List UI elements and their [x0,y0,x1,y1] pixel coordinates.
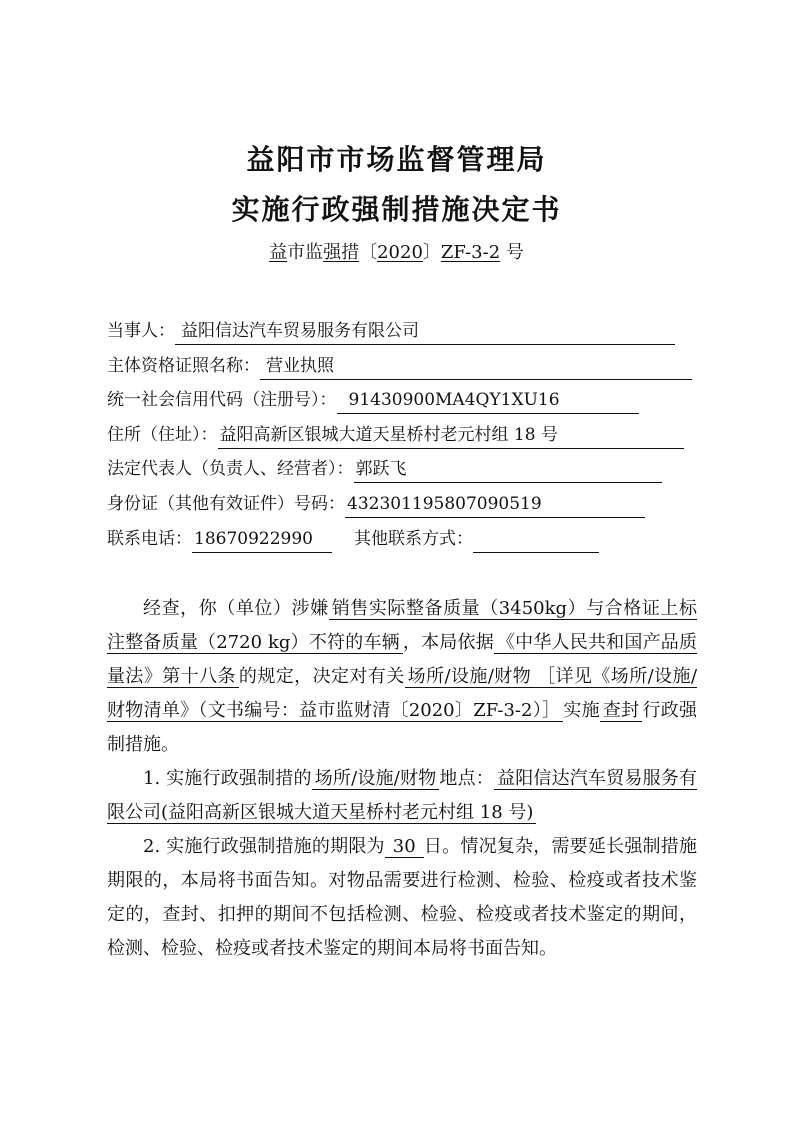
license-row [107,353,697,383]
id-number-row [107,491,697,521]
docno-bracket-open: 〔 [359,242,378,263]
credit-code-label: 统一社会信用代码（注册号）： [107,390,337,410]
docno-suffix: 号 [500,242,524,263]
p2-objects: 场所/设施/财物 [312,768,440,790]
party-label: 当事人： [107,321,175,341]
p2-location-label: 地点： [439,768,495,789]
p1-basis-intro: ，本局依据 [402,632,494,653]
party-row [107,318,697,348]
contact-row [107,526,697,556]
findings-paragraph [107,592,697,762]
representative-value: 郭跃飞 [354,456,662,483]
other-contact-label: 其他联系方式： [354,529,473,549]
license-label: 主体资格证照名称： [107,356,260,376]
id-number-value: 432301195807090519 [345,491,645,518]
p1-violation: 销售实际整备质量（3450kg）与合格证上标注整备质量（2720 kg）不符的车辆 [107,598,698,653]
p1-decision: 的规定，决定对有关 [238,666,405,687]
address-label: 住所（住址）： [107,425,218,445]
p2-location-value: 益阳信达汽车贸易服务有限公司(益阳高新区银城大道天星桥村老元村组 18 号) [107,768,697,823]
credit-code-row [107,387,697,417]
p1-intro: 经查，你（单位）涉嫌 [143,598,329,619]
party-value: 益阳信达汽车贸易服务有限公司 [175,318,675,345]
measure-location-item [107,762,697,830]
agency-title: 益阳市市场监督管理局 [246,143,547,176]
document-number [0,240,793,266]
phone-value: 18670922990 [192,526,332,553]
p3-intro: 2. 实施行政强制措施的期限为 [143,836,385,857]
phone-label: 联系电话： [107,529,192,549]
p2-intro: 1. 实施行政强制措的 [143,768,312,789]
representative-row [107,456,697,486]
p1-inventory-ref: ［详见《场所/设施/财物清单》（文书编号：益市监财清〔2020〕ZF-3-2）］ [107,666,698,721]
p1-implement: 实施 [563,700,600,721]
p1-measure-type: 查封 [600,700,643,722]
address-row [107,422,697,452]
docno-category: 强措 [323,242,360,263]
p1-legal-basis: 《中华人民共和国产品质量法》第十八条 [107,632,698,687]
docno-agency: 市监 [287,242,324,263]
document-type-title: 实施行政强制措施决定书 [231,193,562,226]
representative-label: 法定代表人（负责人、经营者）： [107,459,354,479]
measures-list [107,762,697,966]
docno-prefix: 益 [269,242,288,263]
docno-bracket-close: 〕 [422,242,441,263]
p3-days: 30 [385,836,424,858]
address-value: 益阳高新区银城大道天星桥村老元村组 18 号 [218,422,684,449]
license-value: 营业执照 [260,353,692,380]
other-contact-value [473,526,599,553]
p3-rest: 日。情况复杂，需要延长强制措施期限的，本局将书面告知。对物品需要进行检测、检验、检疫或者技术鉴定的，查封、扣押的期间不包括检测、检验、检疫或者技术鉴定的期间，检测、检验、检疫或者技术鉴定的期间本局将书面告知。 [107,836,698,959]
credit-code-value: 91430900MA4QY1XU16 [337,387,639,414]
docno-year: 2020 [377,242,423,263]
measure-period-item [107,830,697,966]
id-number-label: 身份证（其他有效证件）号码： [107,494,345,514]
p1-end: 行政强制措施。 [107,700,698,755]
docno-serial: ZF-3-2 [440,242,501,263]
p1-objects: 场所/设施/财物 [405,666,534,688]
